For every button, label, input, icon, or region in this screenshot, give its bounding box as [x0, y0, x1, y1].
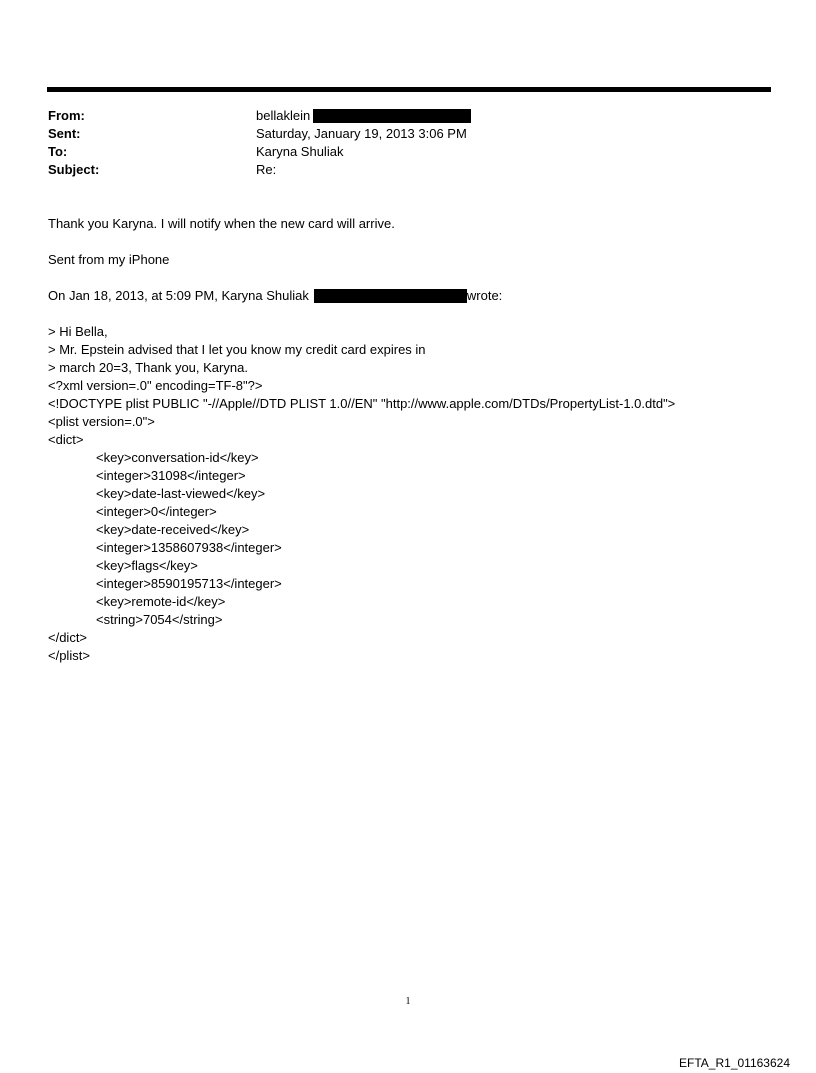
dict-line: <integer>0</integer> — [96, 504, 217, 519]
quote-wrote-text: wrote: — [466, 288, 503, 303]
sent-value: Saturday, January 19, 2013 3:06 PM — [256, 126, 467, 141]
quote-intro — [48, 287, 788, 305]
subject-row — [48, 161, 748, 179]
from-value-wrap — [256, 107, 471, 125]
from-value: bellaklein — [256, 108, 311, 123]
subject-value: Re: — [256, 162, 277, 177]
email-header — [48, 107, 748, 179]
to-row — [48, 143, 748, 161]
sent-label: Sent: — [48, 126, 81, 141]
dict-line: <integer>1358607938</integer> — [96, 540, 282, 555]
quoted-line: <dict> — [48, 432, 84, 447]
quoted-line: <!DOCTYPE plist PUBLIC "-//Apple//DTD PLIST 1.0//EN" "http://www.apple.com/DTDs/PropertyList-1.0.dtd"> — [48, 396, 676, 411]
from-row — [48, 107, 748, 125]
sent-row — [48, 125, 748, 143]
page-number: 1 — [405, 996, 411, 1007]
dict-line: <integer>31098</integer> — [96, 468, 246, 483]
closing-line: </plist> — [48, 648, 90, 663]
from-label: From: — [48, 108, 85, 123]
reply-text: Thank you Karyna. I will notify when the new card will arrive. — [48, 216, 395, 231]
quote-intro-text: On Jan 18, 2013, at 5:09 PM, Karyna Shuliak — [48, 288, 309, 303]
signature: Sent from my iPhone — [48, 252, 170, 267]
dict-line: <key>conversation-id</key> — [96, 450, 259, 465]
redaction-bar — [314, 289, 467, 303]
bates-number: EFTA_R1_01163624 — [679, 1056, 790, 1070]
dict-line: <key>flags</key> — [96, 558, 198, 573]
quoted-line: > Hi Bella, — [48, 324, 108, 339]
to-value: Karyna Shuliak — [256, 144, 344, 159]
redaction-bar — [313, 109, 471, 123]
email-body — [48, 215, 788, 665]
to-label: To: — [48, 144, 68, 159]
quoted-line: > Mr. Epstein advised that I let you know my credit card expires in — [48, 342, 426, 357]
quoted-line: <plist version=.0"> — [48, 414, 155, 429]
quoted-line: > march 20=3, Thank you, Karyna. — [48, 360, 248, 375]
dict-line: <key>date-received</key> — [96, 522, 250, 537]
dict-line: <key>date-last-viewed</key> — [96, 486, 266, 501]
header-rule — [47, 87, 771, 92]
quoted-line: <?xml version=.0" encoding=TF-8"?> — [48, 378, 263, 393]
dict-line: <key>remote-id</key> — [96, 594, 226, 609]
subject-label: Subject: — [48, 162, 100, 177]
dict-line: <string>7054</string> — [96, 612, 223, 627]
dict-line: <integer>8590195713</integer> — [96, 576, 282, 591]
closing-line: </dict> — [48, 630, 88, 645]
